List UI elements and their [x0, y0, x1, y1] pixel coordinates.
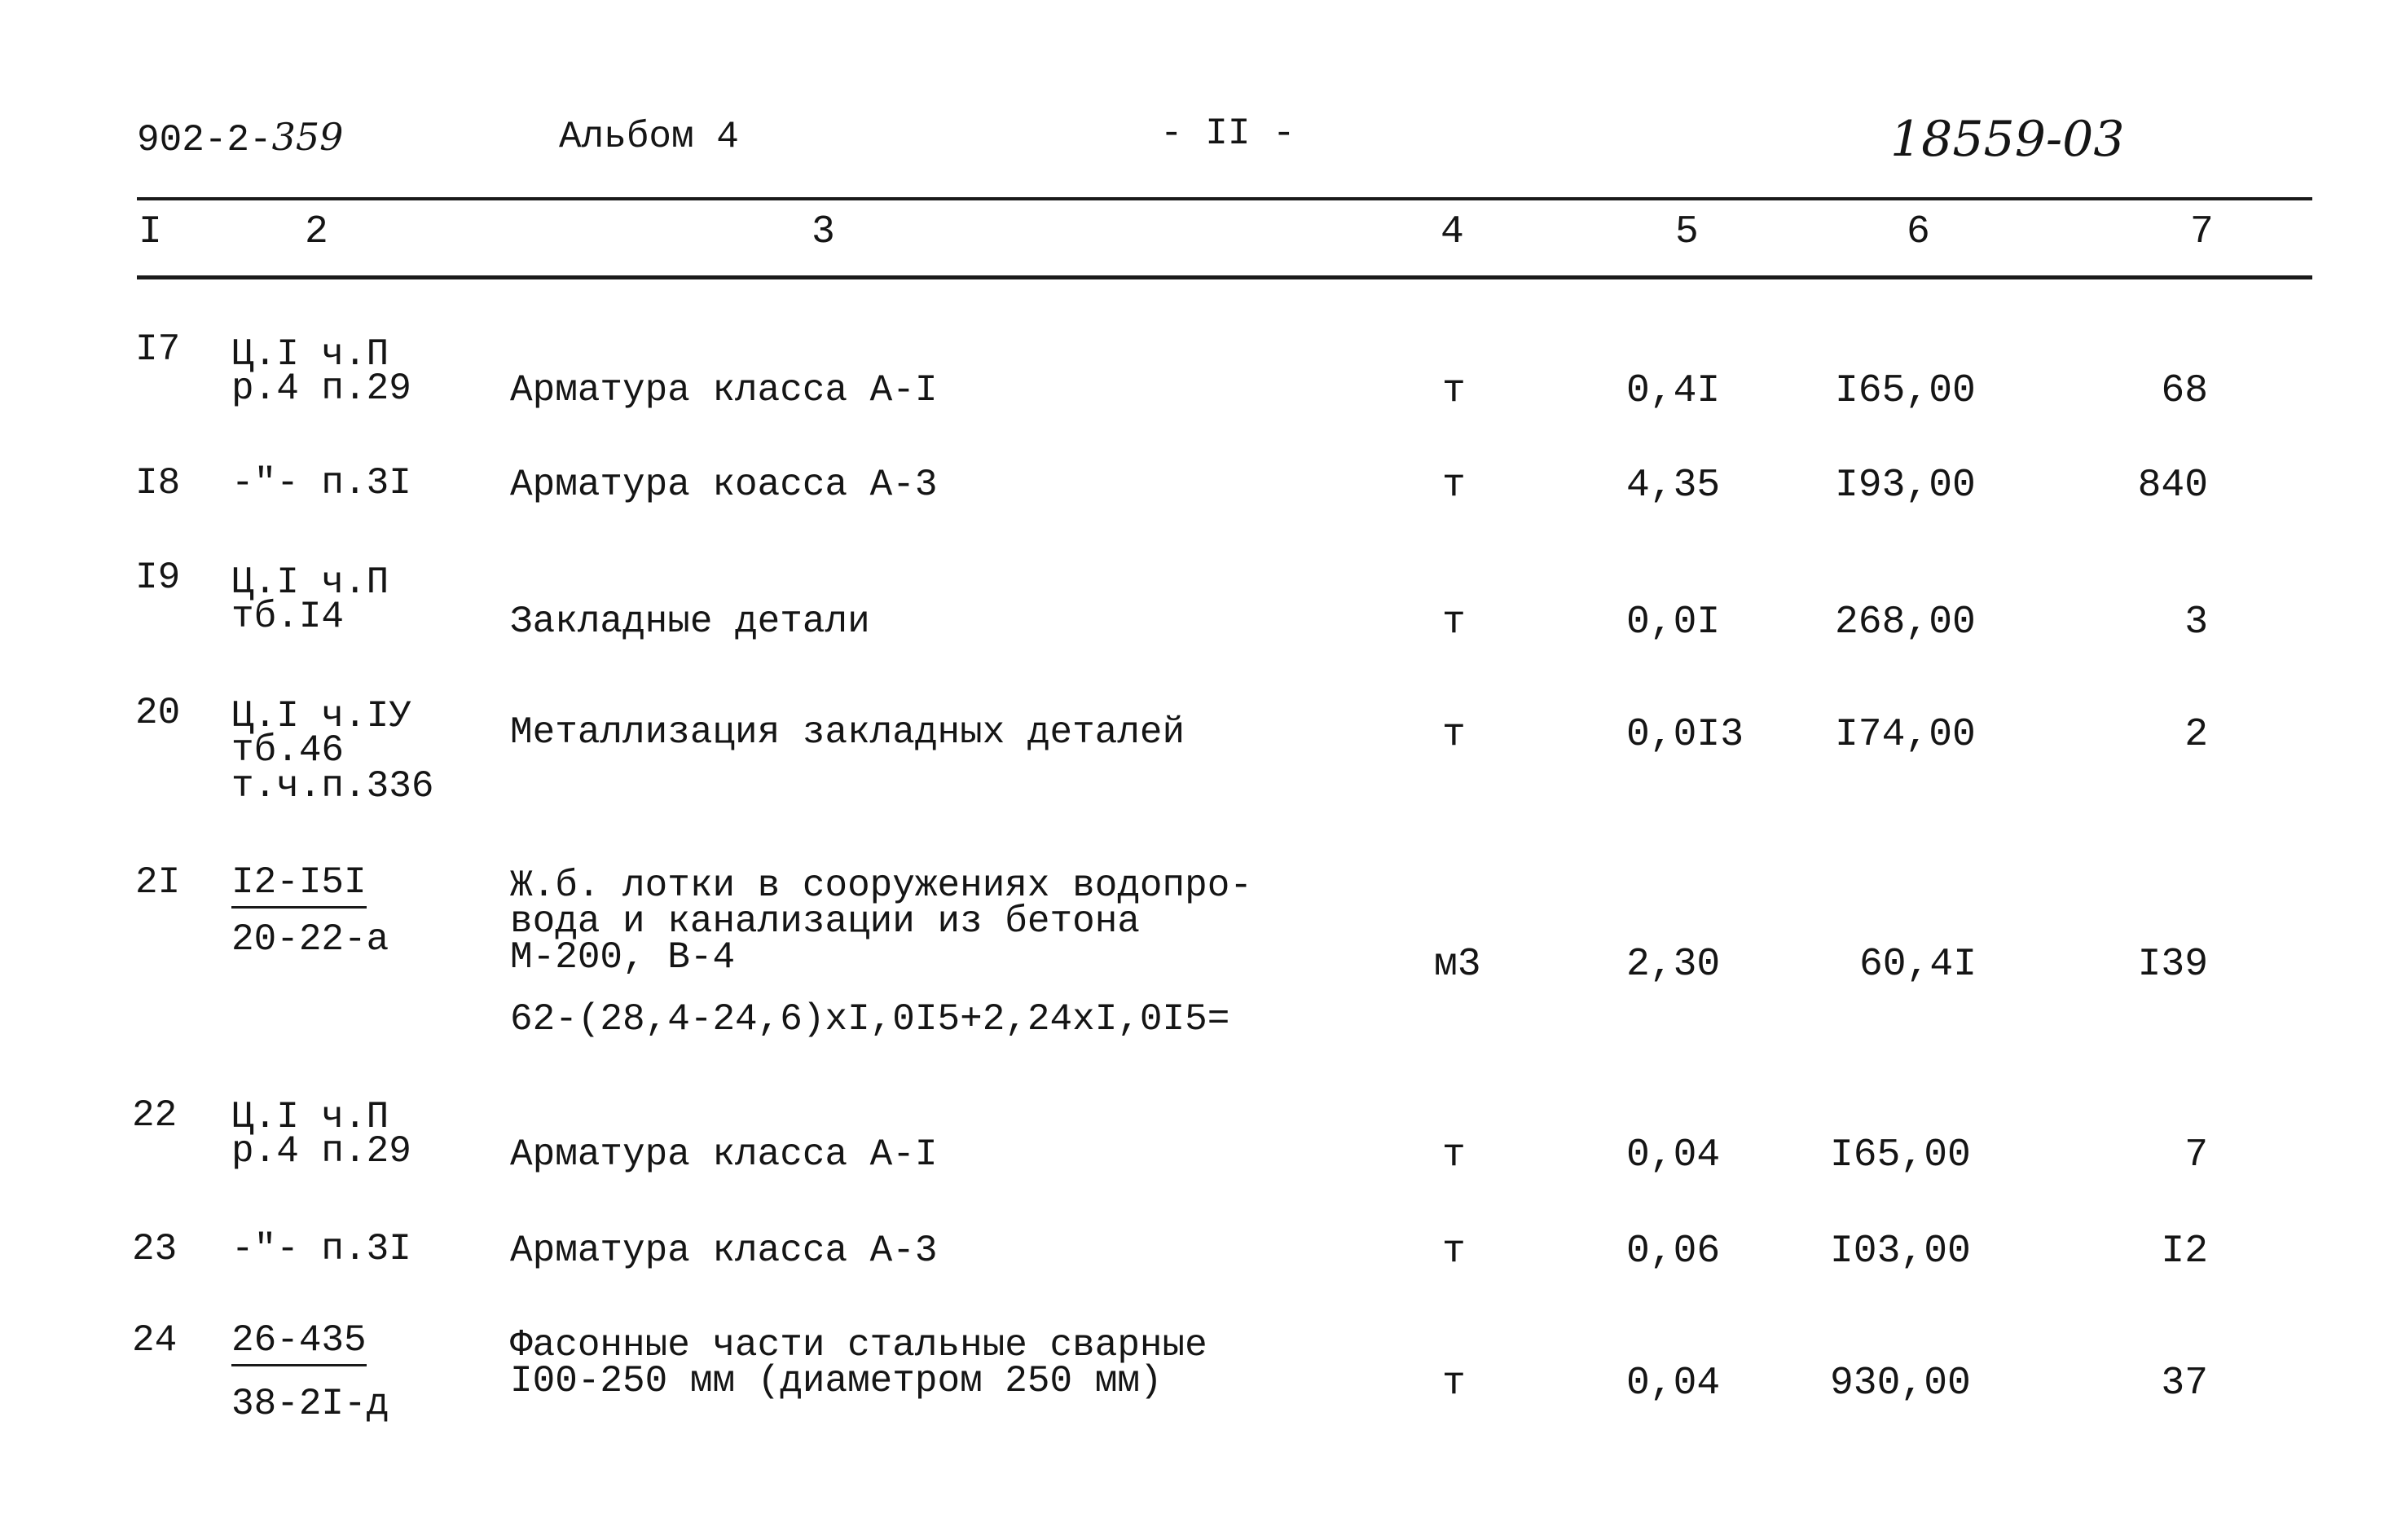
- unit: т: [1442, 601, 1466, 645]
- reference-numerator: 26-435: [231, 1322, 367, 1366]
- document-code-prefix: 902-2-: [137, 119, 272, 161]
- description-line: Ж.б. лотки в сооружениях водопро-: [510, 865, 1252, 907]
- quantity: 0,4I: [1626, 369, 1721, 413]
- unit-price: 268,00: [1835, 601, 1976, 645]
- description-line: вода и канализации из бетона: [510, 900, 1140, 943]
- table-top-rule: [137, 197, 2312, 200]
- quantity: 0,0I3: [1626, 713, 1744, 757]
- reference-line: р.4 п.29: [231, 1130, 411, 1173]
- description: Закладные детали: [510, 601, 870, 643]
- row-number: I7: [135, 328, 181, 371]
- unit-price: I03,00: [1830, 1230, 1971, 1274]
- calculation-formula: 62-(28,4-24,6)хI,0I5+2,24хI,0I5=: [510, 998, 1230, 1041]
- unit: т: [1442, 369, 1466, 413]
- unit: м3: [1434, 943, 1481, 987]
- total: 2: [2184, 713, 2208, 757]
- column-header-1: I: [139, 210, 162, 254]
- total: I39: [2137, 943, 2208, 987]
- unit-price: I93,00: [1835, 464, 1976, 508]
- unit-price: I74,00: [1835, 713, 1976, 757]
- album-label: Альбом 4: [559, 116, 739, 158]
- row-number: I9: [135, 557, 181, 599]
- unit-price: 930,00: [1830, 1362, 1971, 1406]
- unit: т: [1442, 1362, 1466, 1406]
- description: Арматура коасса А-3: [510, 464, 938, 506]
- reference-line: Ц.I ч.П: [231, 333, 389, 376]
- reference-denominator: 20-22-а: [231, 918, 389, 961]
- column-header-4: 4: [1441, 210, 1464, 254]
- row-number: 24: [132, 1319, 178, 1362]
- reference-line: -"- п.3I: [231, 462, 411, 504]
- description: Арматура класса А-I: [510, 369, 938, 411]
- reference-numerator: I2-I5I: [231, 864, 367, 909]
- column-header-6: 6: [1907, 210, 1930, 254]
- column-header-3: 3: [812, 210, 835, 254]
- page-number: - II -: [1160, 112, 1295, 155]
- reference-line: р.4 п.29: [231, 367, 411, 410]
- reference-line: Ц.I ч.IУ: [231, 695, 411, 737]
- reference-denominator: 38-2I-д: [231, 1383, 389, 1425]
- row-number: 23: [132, 1228, 178, 1270]
- unit: т: [1442, 713, 1466, 757]
- quantity: 0,0I: [1626, 601, 1721, 645]
- unit-price: I65,00: [1835, 369, 1976, 413]
- reference-line: тб.I4: [231, 596, 345, 638]
- unit: т: [1442, 464, 1466, 508]
- reference-line: -"- п.3I: [231, 1228, 411, 1270]
- description: Арматура класса А-I: [510, 1133, 938, 1176]
- reference-fraction: [231, 861, 367, 909]
- row-number: 2I: [135, 861, 181, 904]
- quantity: 2,30: [1626, 943, 1721, 987]
- unit: т: [1442, 1230, 1466, 1274]
- reference-line: Ц.I ч.П: [231, 1096, 389, 1138]
- unit-price: 60,4I: [1859, 943, 1977, 987]
- description: Металлизация закладных деталей: [510, 711, 1185, 754]
- description: Арматура класса А-3: [510, 1230, 938, 1272]
- reference-line: тб.46: [231, 729, 345, 772]
- description-line: I00-250 мм (диаметром 250 мм): [510, 1360, 1163, 1402]
- row-number: 22: [132, 1094, 178, 1137]
- quantity: 4,35: [1626, 464, 1721, 508]
- quantity: 0,04: [1626, 1133, 1721, 1177]
- row-number: 20: [135, 692, 181, 734]
- total: 840: [2137, 464, 2208, 508]
- document-code-handwritten: 359: [271, 115, 344, 159]
- unit: т: [1442, 1133, 1466, 1177]
- total: 68: [2161, 369, 2208, 413]
- reference-fraction: [231, 1319, 367, 1366]
- description-line: Фасонные части стальные сварные: [510, 1324, 1207, 1366]
- total: 37: [2161, 1362, 2208, 1406]
- total: 3: [2184, 601, 2208, 645]
- reference-line: Ц.I ч.П: [231, 561, 389, 604]
- reference-line: т.ч.п.336: [231, 765, 434, 807]
- document-code: [137, 116, 343, 161]
- row-number: I8: [135, 462, 181, 504]
- table-header-rule: [137, 275, 2312, 279]
- column-header-7: 7: [2190, 210, 2214, 254]
- handwritten-code: 18559-03: [1890, 111, 2125, 168]
- quantity: 0,04: [1626, 1362, 1721, 1406]
- quantity: 0,06: [1626, 1230, 1721, 1274]
- unit-price: I65,00: [1830, 1133, 1971, 1177]
- column-header-2: 2: [305, 210, 328, 254]
- description-line: М-200, В-4: [510, 936, 736, 979]
- total: I2: [2161, 1230, 2208, 1274]
- column-header-5: 5: [1675, 210, 1699, 254]
- total: 7: [2184, 1133, 2208, 1177]
